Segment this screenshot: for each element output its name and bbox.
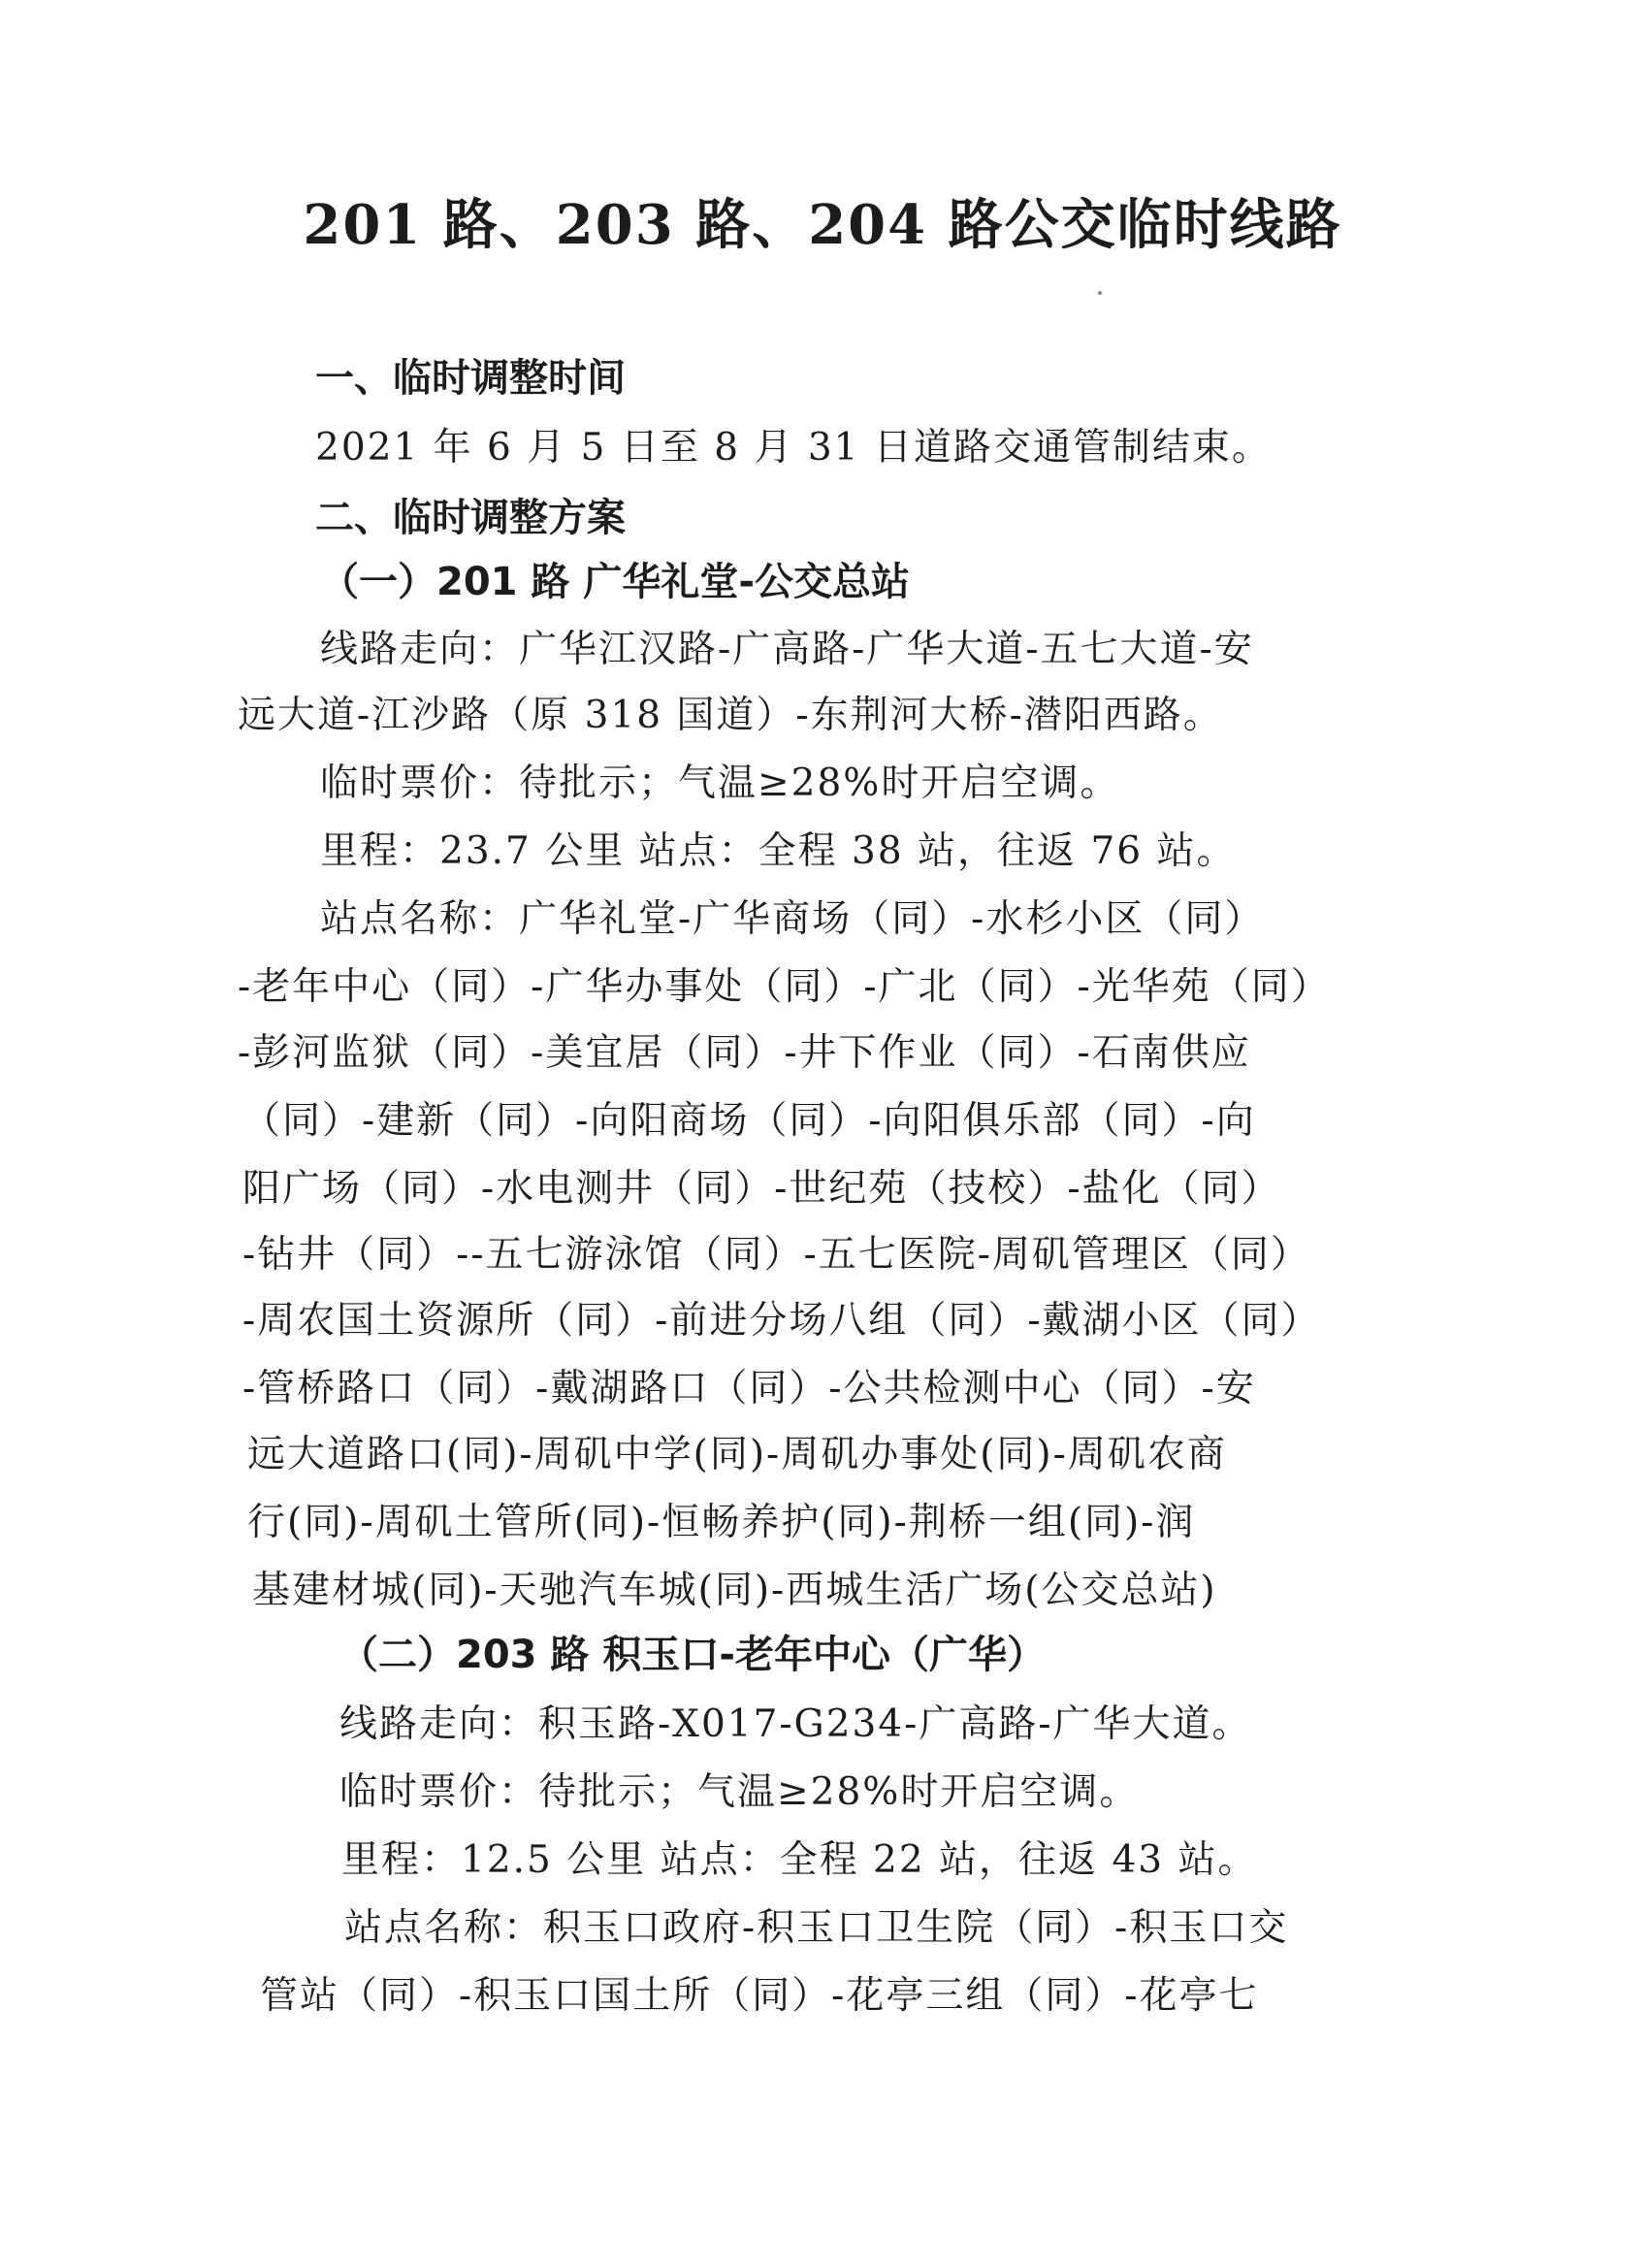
route201-line: -管桥路口（同）-戴湖路口（同）-公共检测中心（同）-安 [242,1367,1256,1410]
route201-line: 远大道-江沙路（原 318 国道）-东荆河大桥-潜阳西路。 [238,694,1223,737]
route201-line: 线路走向：广华江汉路-广高路-广华大道-五七大道-安 [320,628,1254,671]
route201-line: -周农国土资源所（同）-前进分场八组（同）-戴湖小区（同） [242,1299,1321,1343]
route201-heading: （一）201 路 广华礼堂-公交总站 [320,560,910,604]
route201-line: 里程：23.7 公里 站点：全程 38 站，往返 76 站。 [320,829,1237,873]
route201-line: -钻井（同）--五七游泳馆（同）-五七医院-周矶管理区（同） [242,1233,1310,1277]
route201-line: 远大道路口(同)-周矶中学(同)-周矶办事处(同)-周矶农商 [247,1433,1227,1476]
route201-line: 阳广场（同）-水电测井（同）-世纪苑（技校）-盐化（同） [242,1167,1281,1211]
route203-line: 线路走向：积玉路-X017-G234-广高路-广华大道。 [339,1702,1252,1746]
route201-line: -老年中心（同）-广华办事处（同）-广北（同）-光华苑（同） [238,965,1331,1009]
route203-line: 站点名称：积玉口政府-积玉口卫生院（同）-积玉口交 [344,1906,1289,1950]
route201-line: 基建材城(同)-天驰汽车城(同)-西城生活广场(公交总站) [252,1569,1217,1612]
route201-line: 行(同)-周矶土管所(同)-恒畅养护(同)-荆桥一组(同)-润 [247,1501,1196,1544]
section-time-text: 2021 年 6 月 5 日至 8 月 31 日道路交通管制结束。 [315,426,1272,470]
route203-line: 管站（同）-积玉口国土所（同）-花亭三组（同）-花亭七 [260,1974,1259,2018]
route203-line: 临时票价：待批示；气温≥28%时开启空调。 [339,1770,1140,1814]
route203-line: 里程：12.5 公里 站点：全程 22 站，往返 43 站。 [341,1838,1258,1882]
route203-heading: （二）203 路 积玉口-老年中心（广华） [339,1633,1046,1677]
document-title: 201 路、203 路、204 路公交临时线路 [303,193,1342,257]
route201-line: 临时票价：待批示；气温≥28%时开启空调。 [320,761,1120,805]
scan-speck [1098,291,1102,295]
route201-line: -彭河监狱（同）-美宜居（同）-井下作业（同）-石南供应 [238,1031,1251,1075]
section-plan-heading: 二、临时调整方案 [315,496,626,540]
route201-line: 站点名称：广华礼堂-广华商场（同）-水杉小区（同） [320,897,1265,941]
section-time-heading: 一、临时调整时间 [315,356,626,401]
route201-line: （同）-建新（同）-向阳商场（同）-向阳俱乐部（同）-向 [242,1099,1256,1143]
